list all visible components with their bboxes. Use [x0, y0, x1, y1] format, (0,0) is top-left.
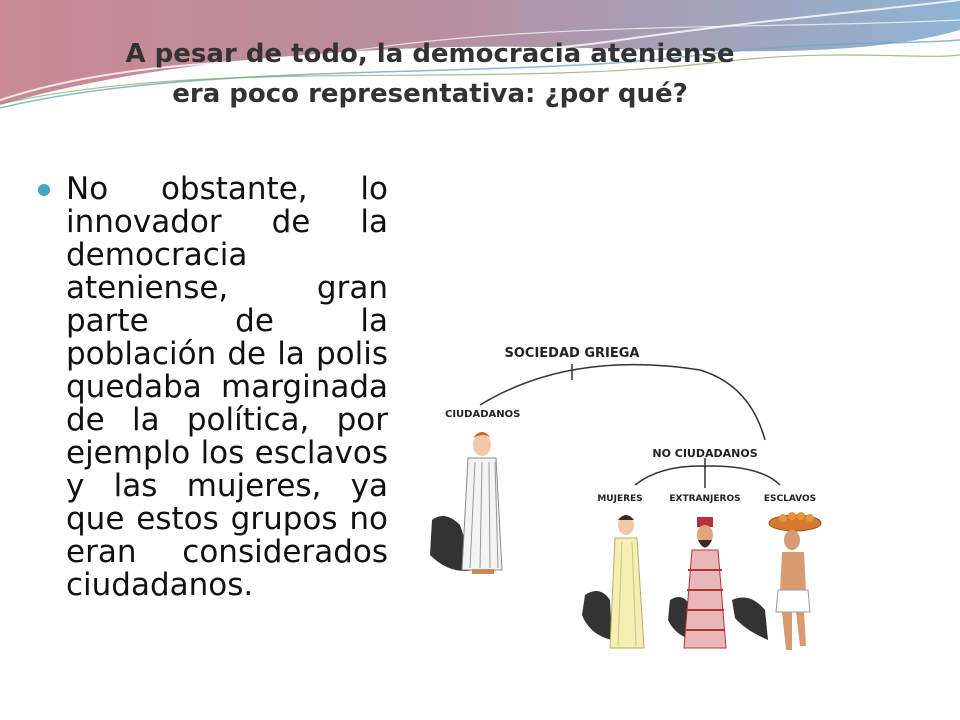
label-esclavos: ESCLAVOS — [763, 494, 817, 504]
foreigner-figure — [668, 517, 726, 648]
tree-arc — [480, 365, 765, 440]
bullet-text: No obstante, lo innovador de la democracia ateniense, gran parte de la población de la polis quedaba marginada de la política, por ejemplo los esclavos y las mujeres, ya que estos grupos no eran considerados ciudadanos. — [66, 171, 388, 603]
label-no-ciudadanos: NO CIUDADANOS — [652, 447, 758, 460]
label-mujeres: MUJERES — [597, 494, 643, 504]
slide-title — [0, 34, 860, 114]
label-sociedad-griega: SOCIEDAD GRIEGA — [504, 346, 640, 361]
bullet-list — [38, 173, 388, 602]
slave-figure — [732, 512, 821, 650]
society-diagram — [420, 330, 860, 680]
citizen-figure — [430, 432, 502, 574]
tree-arc — [635, 466, 780, 485]
label-ciudadanos: CIUDADANOS — [445, 409, 521, 420]
woman-figure — [582, 515, 644, 648]
bullet-icon — [38, 184, 50, 196]
title-line-2: era poco representativa: ¿por qué? — [172, 79, 688, 109]
label-extranjeros: EXTRANJEROS — [669, 494, 741, 504]
title-line-1: A pesar de todo, la democracia ateniense — [125, 39, 735, 69]
